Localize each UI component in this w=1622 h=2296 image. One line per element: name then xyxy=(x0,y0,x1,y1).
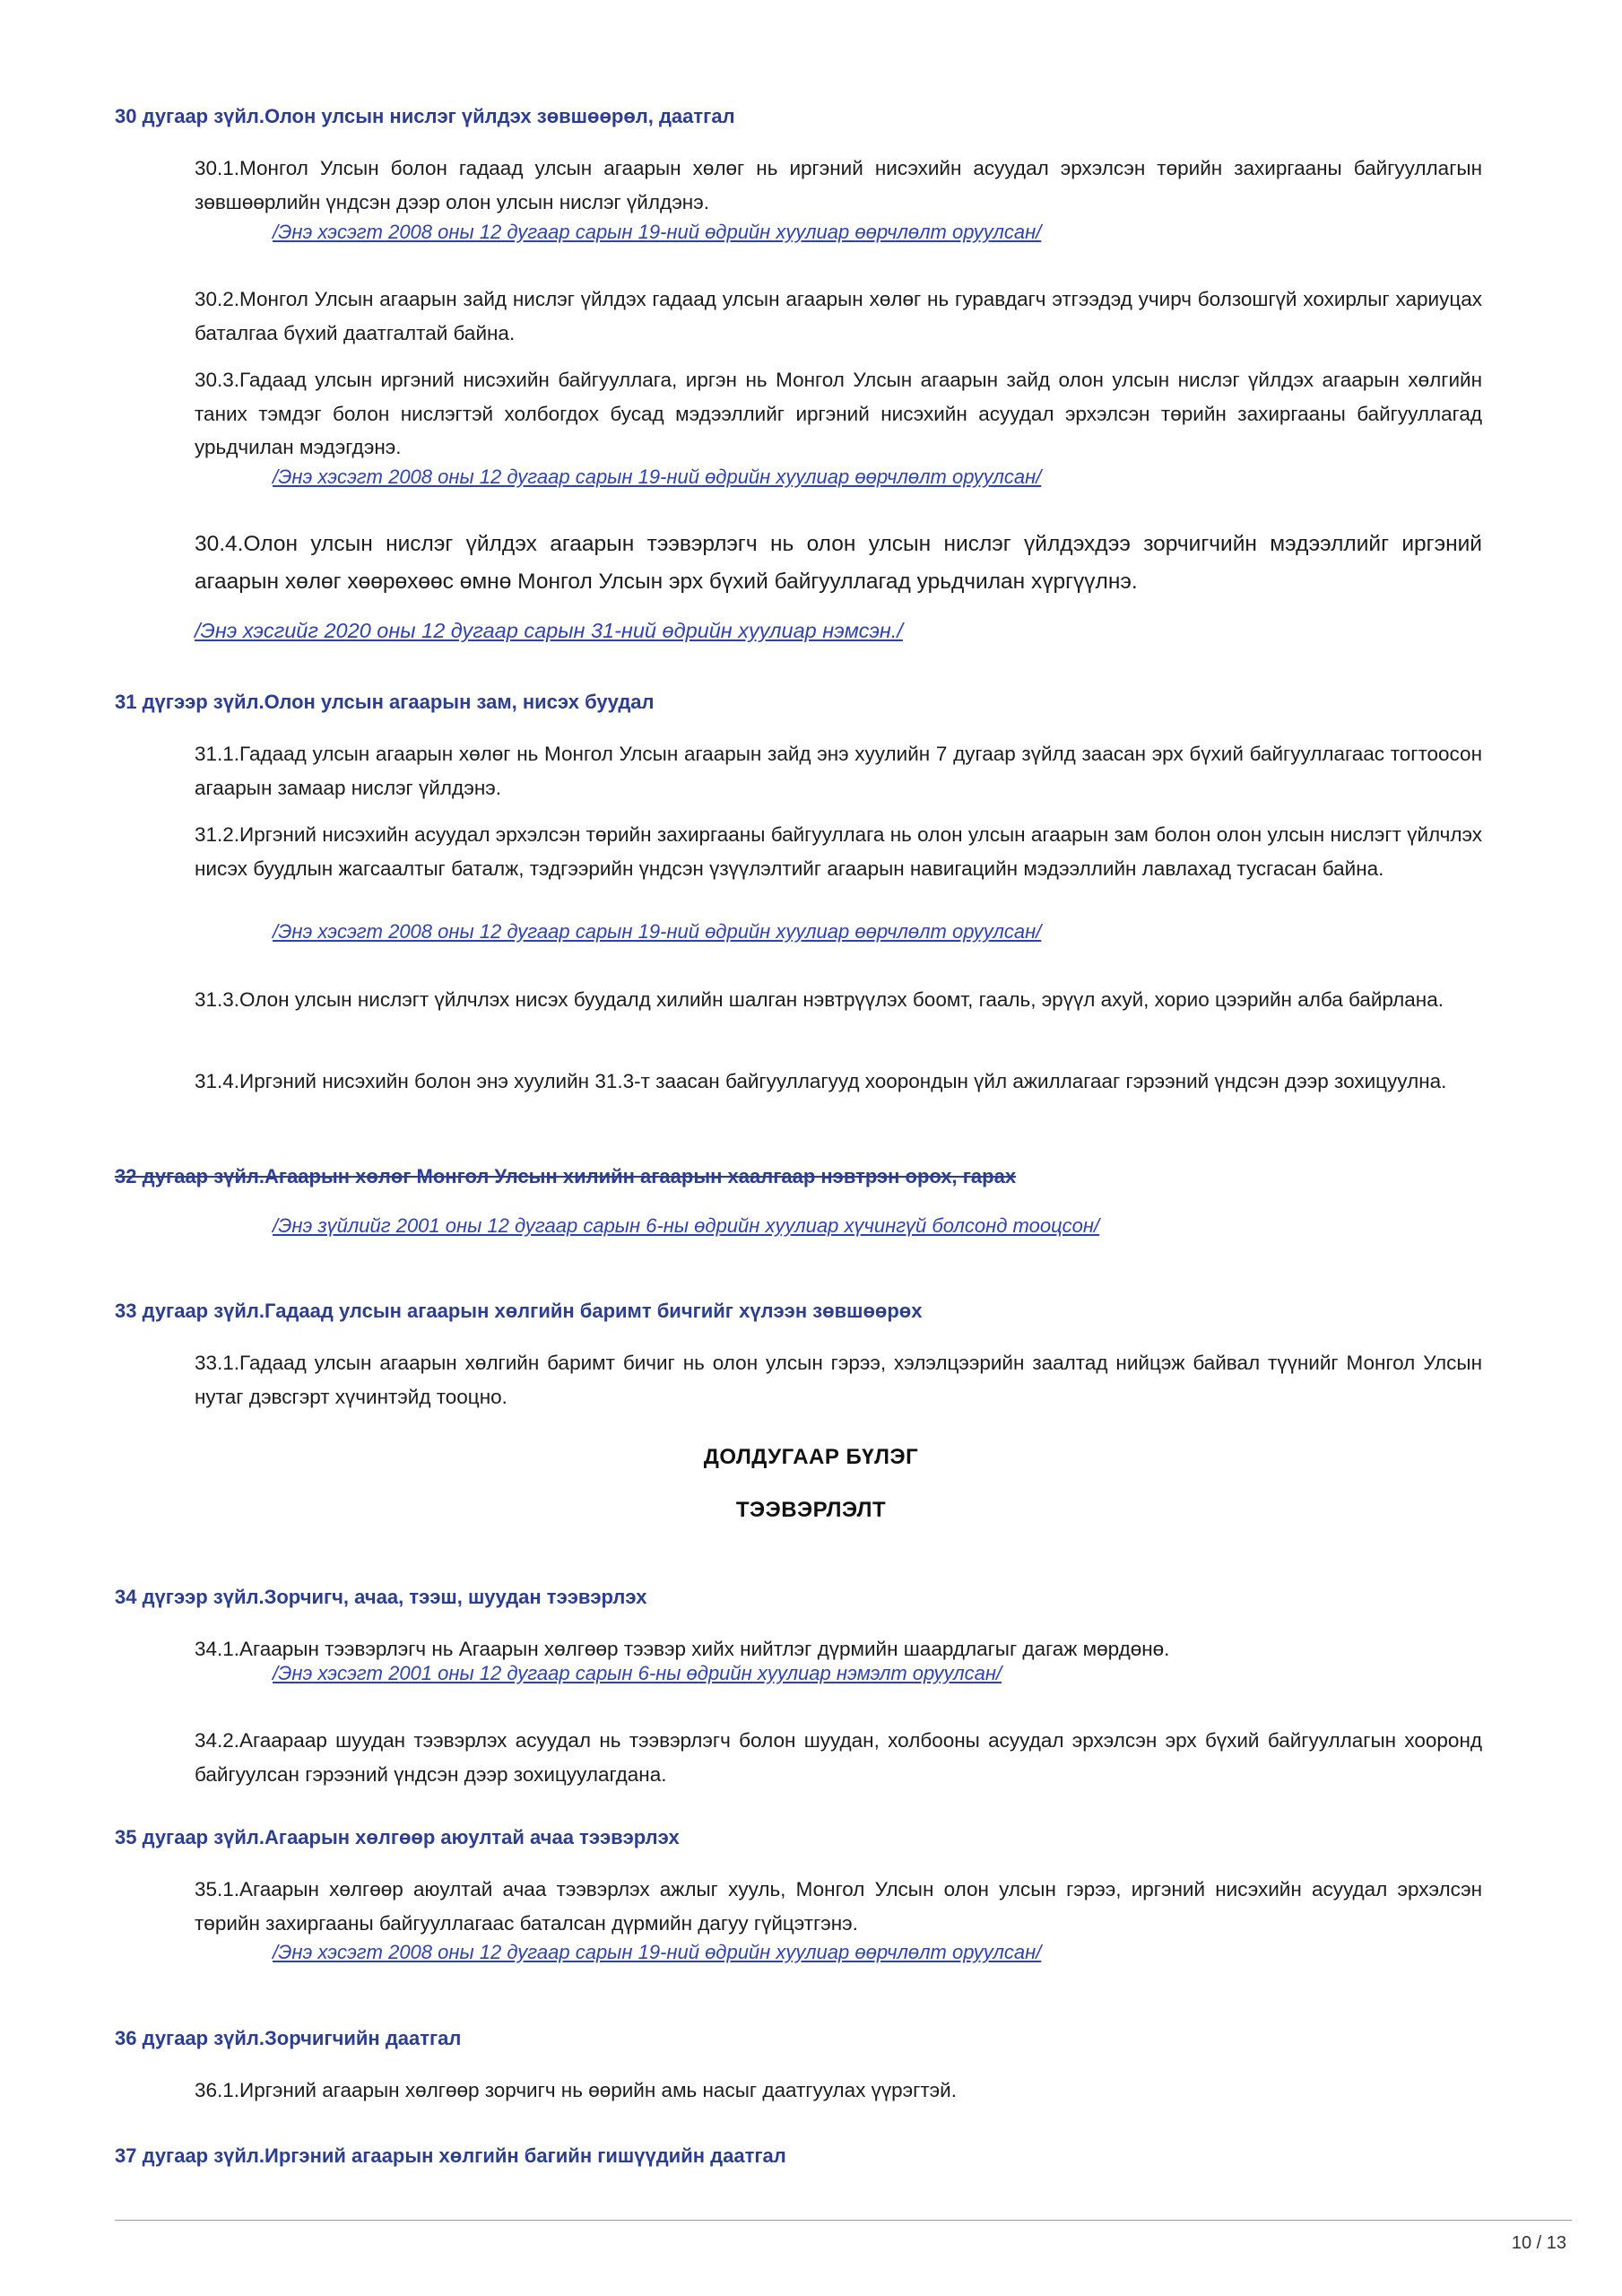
amendment-note-30-1[interactable]: /Энэ хэсэгт 2008 оны 12 дугаар сарын 19-ний өдрийн хуулиар өөрчлөлт оруулсан/ xyxy=(273,221,1042,243)
article-37-heading: 37 дугаар зүйл.Иргэний агаарын хөлгийн багийн гишүүдийн даатгал xyxy=(115,2144,786,2167)
paragraph-30-1: 30.1.Монгол Улсын болон гадаад улсын агаарын хөлөг нь иргэний нисэхийн асуудал эрхэлсэн төрийн захиргааны байгууллагын зөвшөөрлийн үндсэн дээр олон улсын нислэг үйлдэнэ. xyxy=(195,157,1482,213)
amendment-note-34-1[interactable]: /Энэ хэсэгт 2001 оны 12 дугаар сарын 6-ны өдрийн хуулиар нэмэлт оруулсан/ xyxy=(273,1662,1002,1684)
paragraph-30-3: 30.3.Гадаад улсын иргэний нисэхийн байгууллага, иргэн нь Монгол Улсын агаарын зайд олон улсын нислэг үйлдэх агаарын хөлгийн таних тэмдэг болон нислэгтэй холбогдох бусад мэдээллийг иргэний нисэхийн асуудал эрхэлсэн төрийн захиргааны байгууллагад урьдчилан мэдэгдэнэ. xyxy=(195,369,1482,458)
amendment-note-30-3[interactable]: /Энэ хэсэгт 2008 оны 12 дугаар сарын 19-ний өдрийн хуулиар өөрчлөлт оруулсан/ xyxy=(273,465,1042,488)
amendment-note-35-1[interactable]: /Энэ хэсэгт 2008 оны 12 дугаар сарын 19-ний өдрийн хуулиар өөрчлөлт оруулсан/ xyxy=(273,1941,1042,1963)
paragraph-31-2: 31.2.Иргэний нисэхийн асуудал эрхэлсэн төрийн захиргааны байгууллага нь олон улсын агаарын зам болон олон улсын нислэгт үйлчлэх нисэх буудлын жагсаалтыг баталж, тэдгээрийн үндсэн үзүүлэлтийг агаарын навигацийн мэдээллийн лавлахад тусгасан байна. xyxy=(195,823,1482,880)
paragraph-35-1: 35.1.Агаарын хөлгөөр аюултай ачаа тээвэрлэх ажлыг хууль, Монгол Улсын олон улсын гэрээ, иргэний нисэхийн асуудал эрхэлсэн төрийн захиргааны байгууллагаас баталсан дүрмийн дагуу гүйцэтгэнэ. xyxy=(195,1878,1482,1935)
chapter-number: ДОЛДУГААР БҮЛЭГ xyxy=(703,1445,919,1469)
article-35-heading: 35 дугаар зүйл.Агаарын хөлгөөр аюултай ачаа тээвэрлэх xyxy=(115,1826,680,1848)
paragraph-31-4: 31.4.Иргэний нисэхийн болон энэ хуулийн 31.3-т заасан байгууллагууд хоорондын үйл ажиллагааг гэрээний үндсэн дээр зохицуулна. xyxy=(195,1070,1447,1092)
paragraph-30-4: 30.4.Олон улсын нислэг үйлдэх агаарын тээвэрлэгч нь олон улсын нислэг үйлдэхдээ зорчигчийн мэдээллийг иргэний агаарын хөлөг хөөрөхөөс өмнө Монгол Улсын эрх бүхий байгууллагад урьдчилан хүргүүлнэ. xyxy=(195,532,1482,594)
paragraph-34-2: 34.2.Агаараар шуудан тээвэрлэх асуудал нь тээвэрлэгч болон шуудан, холбооны асуудал эрхэлсэн эрх бүхий байгууллагын хооронд байгуулсан гэрээний үндсэн дээр зохицуулагдана. xyxy=(195,1729,1482,1786)
article-34-heading: 34 дүгээр зүйл.Зорчигч, ачаа, тээш, шуудан тээвэрлэх xyxy=(115,1586,647,1608)
repeal-note-32[interactable]: /Энэ зүйлийг 2001 оны 12 дугаар сарын 6-ны өдрийн хуулиар хүчингүй болсонд тооцсон/ xyxy=(273,1214,1100,1237)
paragraph-31-1: 31.1.Гадаад улсын агаарын хөлөг нь Монгол Улсын агаарын зайд энэ хуулийн 7 дугаар зүйлд заасан эрх бүхий байгууллагаас тогтоосон агаарын замаар нислэг үйлдэнэ. xyxy=(195,743,1482,799)
amendment-note-31-2[interactable]: /Энэ хэсэгт 2008 оны 12 дугаар сарын 19-ний өдрийн хуулиар өөрчлөлт оруулсан/ xyxy=(273,920,1042,943)
amendment-note-30-4[interactable]: /Энэ хэсгийг 2020 оны 12 дугаар сарын 31-ний өдрийн хуулиар нэмсэн./ xyxy=(195,619,903,642)
chapter-title: ТЭЭВЭРЛЭЛТ xyxy=(735,1498,887,1522)
paragraph-33-1: 33.1.Гадаад улсын агаарын хөлгийн баримт бичиг нь олон улсын гэрээ, хэлэлцээрийн заалтад нийцэж байвал түүнийг Монгол Улсын нутаг дэвсгэрт хүчинтэйд тооцно. xyxy=(195,1352,1482,1408)
article-31-heading: 31 дүгээр зүйл.Олон улсын агаарын зам, нисэх буудал xyxy=(115,691,655,713)
paragraph-36-1: 36.1.Иргэний агаарын хөлгөөр зорчигч нь өөрийн амь насыг даатгуулах үүрэгтэй. xyxy=(195,2079,957,2101)
article-32-heading-repealed: 32 дугаар зүйл.Агаарын хөлөг Монгол Улсын хилийн агаарын хаалгаар нэвтрэн орох, гарах xyxy=(115,1165,1017,1187)
page-number: 10 / 13 xyxy=(1511,2233,1566,2253)
paragraph-31-3: 31.3.Олон улсын нислэгт үйлчлэх нисэх буудалд хилийн шалган нэвтрүүлэх боомт, гааль, эрүүл ахуй, хорио цээрийн алба байрлана. xyxy=(195,988,1444,1011)
article-33-heading: 33 дугаар зүйл.Гадаад улсын агаарын хөлгийн баримт бичгийг хүлээн зөвшөөрөх xyxy=(115,1300,923,1322)
footer-divider xyxy=(115,2220,1572,2221)
paragraph-30-2: 30.2.Монгол Улсын агаарын зайд нислэг үйлдэх гадаад улсын агаарын хөлөг нь гуравдагч этгээдэд учирч болзошгүй хохирлыг хариуцах баталгаа бүхий даатгалтай байна. xyxy=(195,288,1482,344)
paragraph-34-1: 34.1.Агаарын тээвэрлэгч нь Агаарын хөлгөөр тээвэр хийх нийтлэг дүрмийн шаардлагыг дагаж мөрдөнө. xyxy=(195,1638,1170,1660)
article-30-heading: 30 дугаар зүйл.Олон улсын нислэг үйлдэх зөвшөөрөл, даатгал xyxy=(115,105,735,127)
article-36-heading: 36 дугаар зүйл.Зорчигчийн даатгал xyxy=(115,2027,462,2049)
